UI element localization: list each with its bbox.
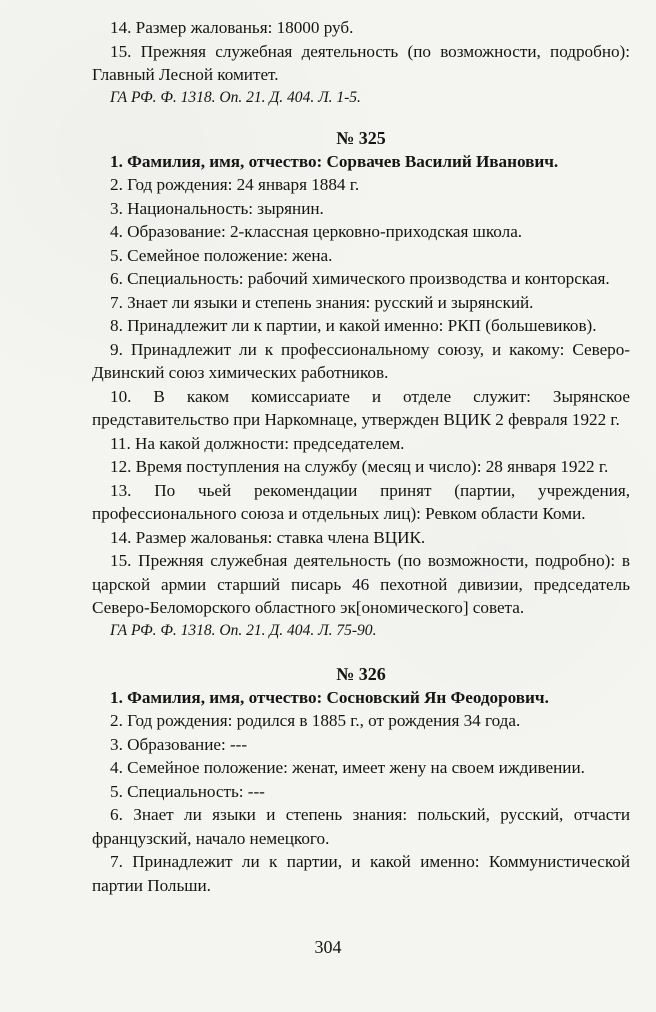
record-326-item-6: 6. Знает ли языки и степень знания: польский, русский, отчасти французский, начало немецкого. (92, 805, 630, 848)
record-325-number: № 325 (336, 127, 386, 148)
record-325-item-14: 14. Размер жалованья: ставка члена ВЦИК. (110, 527, 426, 547)
record-325-item-1: 1. Фамилия, имя, отчество: Сорвачев Василий Иванович. (110, 151, 559, 171)
record-325-item-4: 4. Образование: 2-классная церковно-приходская школа. (110, 222, 523, 241)
previous-record-item-14: 14. Размер жалованья: 18000 руб. (110, 18, 354, 37)
record-325-item-8: 8. Принадлежит ли к партии, и какой именно: РКП (большевиков). (110, 316, 597, 335)
document-text (92, 16, 630, 897)
section-gap (92, 641, 630, 662)
record-326-item-4: 4. Семейное положение: женат, имеет жену на своем иждивении. (110, 758, 585, 777)
record-326-item-7: 7. Принадлежит ли к партии, и какой именно: Коммунистической партии Польши. (92, 852, 630, 895)
section-gap (92, 108, 630, 126)
record-325-item-2: 2. Год рождения: 24 января 1884 г. (110, 175, 360, 194)
record-325-item-3: 3. Национальность: зырянин. (110, 198, 324, 218)
record-325-item-7: 7. Знает ли языки и степень знания: русский и зырянский. (110, 292, 534, 312)
record-325-item-12: 12. Время поступления на службу (месяц и число): 28 января 1922 г. (110, 457, 609, 476)
record-325-item-13: 13. По чьей рекомендации принят (партии, учреждения, профессионального союза и отдельных лиц): Ревком области Коми. (92, 480, 630, 523)
record-326-item-2: 2. Год рождения: родился в 1885 г., от рождения 34 года. (110, 711, 521, 730)
record-326-number: № 326 (336, 663, 386, 684)
record-325-source: ГА РФ. Ф. 1318. Оп. 21. Д. 404. Л. 75-90. (110, 621, 377, 639)
page-number: 304 (314, 937, 342, 957)
record-325-item-5: 5. Семейное положение: жена. (110, 245, 333, 265)
record-325-item-6: 6. Специальность: рабочий химического производства и конторская. (110, 269, 610, 288)
previous-record-item-15: 15. Прежняя служебная деятельность (по возможности, подробно): Главный Лесной комитет. (92, 41, 630, 84)
record-325-item-9: 9. Принадлежит ли к профессиональному союзу, и какому: Северо-Двинский союз химических работников. (92, 339, 630, 382)
record-326-item-3: 3. Образование: --- (110, 734, 248, 754)
record-326-item-1: 1. Фамилия, имя, отчество: Сосновский Ян Феодорович. (110, 687, 549, 707)
previous-record-source: ГА РФ. Ф. 1318. Оп. 21. Д. 404. Л. 1-5. (110, 88, 361, 106)
record-326-item-5: 5. Специальность: --- (110, 781, 265, 801)
record-325-item-10: 10. В каком комиссариате и отделе служит: Зырянское представительство при Наркомнаце, утвержден ВЦИК 2 февраля 1922 г. (92, 386, 630, 429)
record-325-item-15: 15. Прежняя служебная деятельность (по возможности, подробно): в царской армии старший писарь 46 пехотной дивизии, председатель Северо-Беломорского областного эк[ономического] совета. (92, 551, 630, 617)
record-325-item-11: 11. На какой должности: председателем. (110, 433, 405, 453)
